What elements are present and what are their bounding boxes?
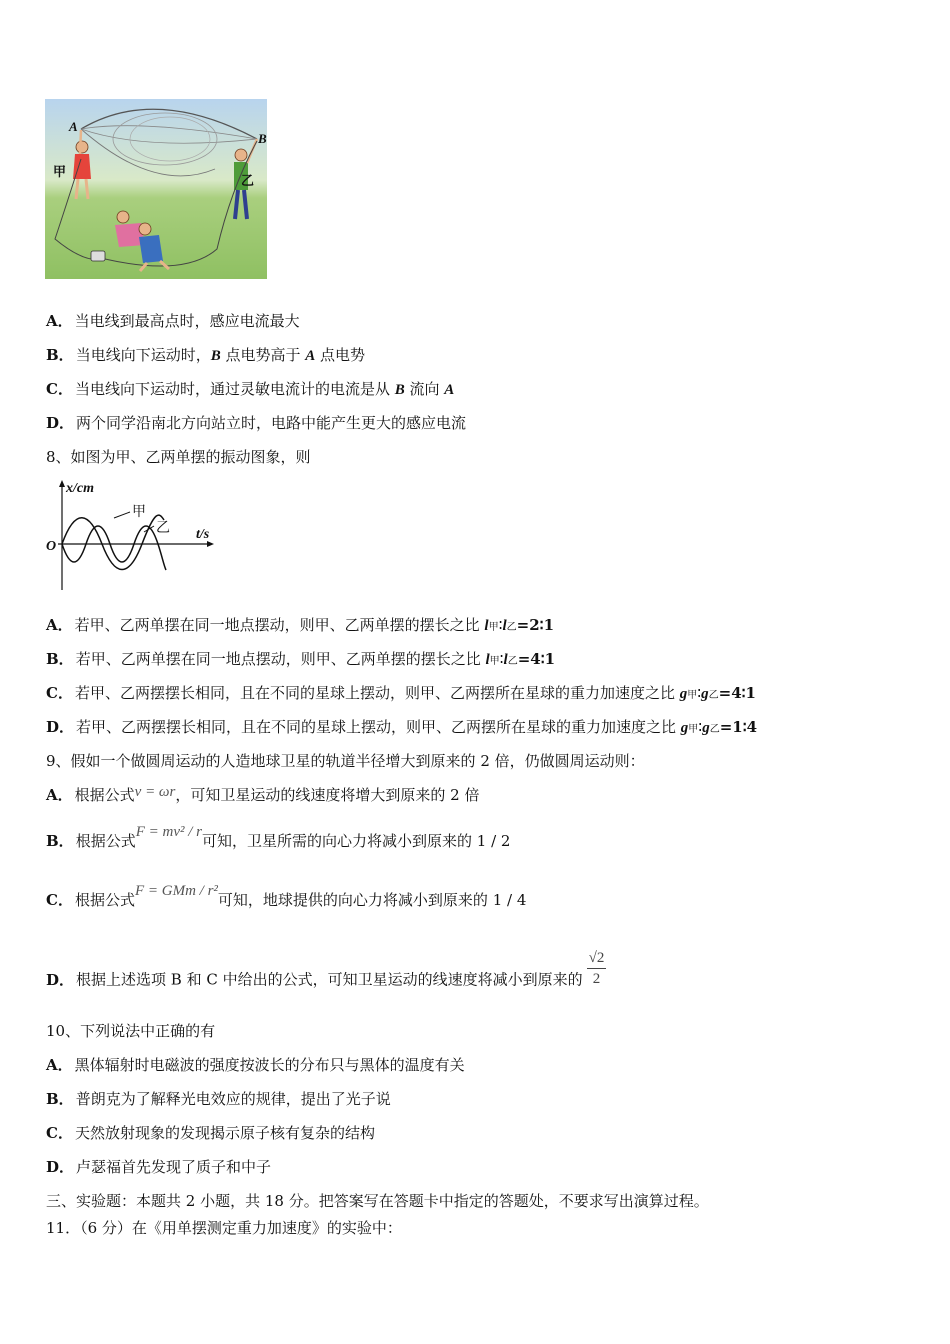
q9-option-c: C． 根据公式F = GMm / r²可知，地球提供的向心力将减小到原来的 1 / 4 xyxy=(46,883,527,909)
label-point-b: B xyxy=(258,131,267,146)
q8-option-a: A． 若甲、乙两单摆在同一地点摆动，则甲、乙两单摆的摆长之比 l甲∶l乙=2∶1 xyxy=(46,616,555,634)
q8-option-d: D． 若甲、乙两摆摆长相同，且在不同的星球上摆动，则甲、乙两摆所在星球的重力加速度之比 g甲∶g乙=1∶4 xyxy=(46,718,758,736)
q7-option-c: C． 当电线向下运动时，通过灵敏电流计的电流是从 B 流向 A xyxy=(46,380,455,398)
pendulum-oscillation-graph xyxy=(44,478,224,593)
q8-stem: 8、如图为甲、乙两单摆的振动图象，则 xyxy=(46,448,311,466)
section3-header: 三、实验题：本题共 2 小题，共 18 分。把答案写在答题卡中指定的答题处，不要求写出演算过程。 xyxy=(46,1192,709,1210)
label-yi: 乙 xyxy=(241,174,255,189)
label-point-a: A xyxy=(69,119,78,134)
graph-y-label: x/cm xyxy=(66,481,94,496)
q7-option-a: A． 当电线到最高点时，感应电流最大 xyxy=(46,312,300,330)
fraction-sqrt2-over-2: $\frac{√2}{2}$ xyxy=(588,950,605,987)
q10-option-b: B． 普朗克为了解释光电效应的规律，提出了光子说 xyxy=(46,1090,391,1108)
q8-option-b: B． 若甲、乙两单摆在同一地点摆动，则甲、乙两单摆的摆长之比 l甲∶l乙=4∶1 xyxy=(46,650,556,668)
q9-option-d: D． 根据上述选项 B 和 C 中给出的公式，可知卫星运动的线速度将减小到原来的 $\frac{√2}{2}$ xyxy=(46,950,605,989)
wire-swing-illustration xyxy=(45,99,267,279)
q10-stem: 10、下列说法中正确的有 xyxy=(46,1022,216,1040)
q9-option-a: A． 根据公式v = ωr，可知卫星运动的线速度将增大到原来的 2 倍 xyxy=(46,784,480,804)
q9-option-b: B． 根据公式F = mv² / r可知，卫星所需的向心力将减小到原来的 1 / 2 xyxy=(46,824,511,850)
q7-option-d: D． 两个同学沿南北方向站立时，电路中能产生更大的感应电流 xyxy=(46,414,467,432)
q11-stem: 11．（6 分）在《用单摆测定重力加速度》的实验中： xyxy=(46,1219,402,1237)
q10-option-d: D． 卢瑟福首先发现了质子和中子 xyxy=(46,1158,272,1176)
q10-option-c: C． 天然放射现象的发现揭示原子核有复杂的结构 xyxy=(46,1124,375,1142)
graph-curve-yi-label: 乙 xyxy=(156,520,170,536)
q8-option-c: C． 若甲、乙两摆摆长相同，且在不同的星球上摆动，则甲、乙两摆所在星球的重力加速度之比 g甲∶g乙=4∶1 xyxy=(46,684,756,702)
graph-curve-jia-label: 甲 xyxy=(132,504,146,520)
label-jia: 甲 xyxy=(53,165,67,180)
graph-x-label: t/s xyxy=(196,527,210,542)
q10-option-a: A． 黑体辐射时电磁波的强度按波长的分布只与黑体的温度有关 xyxy=(46,1056,465,1074)
q7-option-b: B． 当电线向下运动时，B 点电势高于 A 点电势 xyxy=(46,346,366,364)
graph-origin: O xyxy=(46,539,57,554)
q9-stem: 9、假如一个做圆周运动的人造地球卫星的轨道半径增大到原来的 2 倍，仍做圆周运动则： xyxy=(46,752,645,770)
